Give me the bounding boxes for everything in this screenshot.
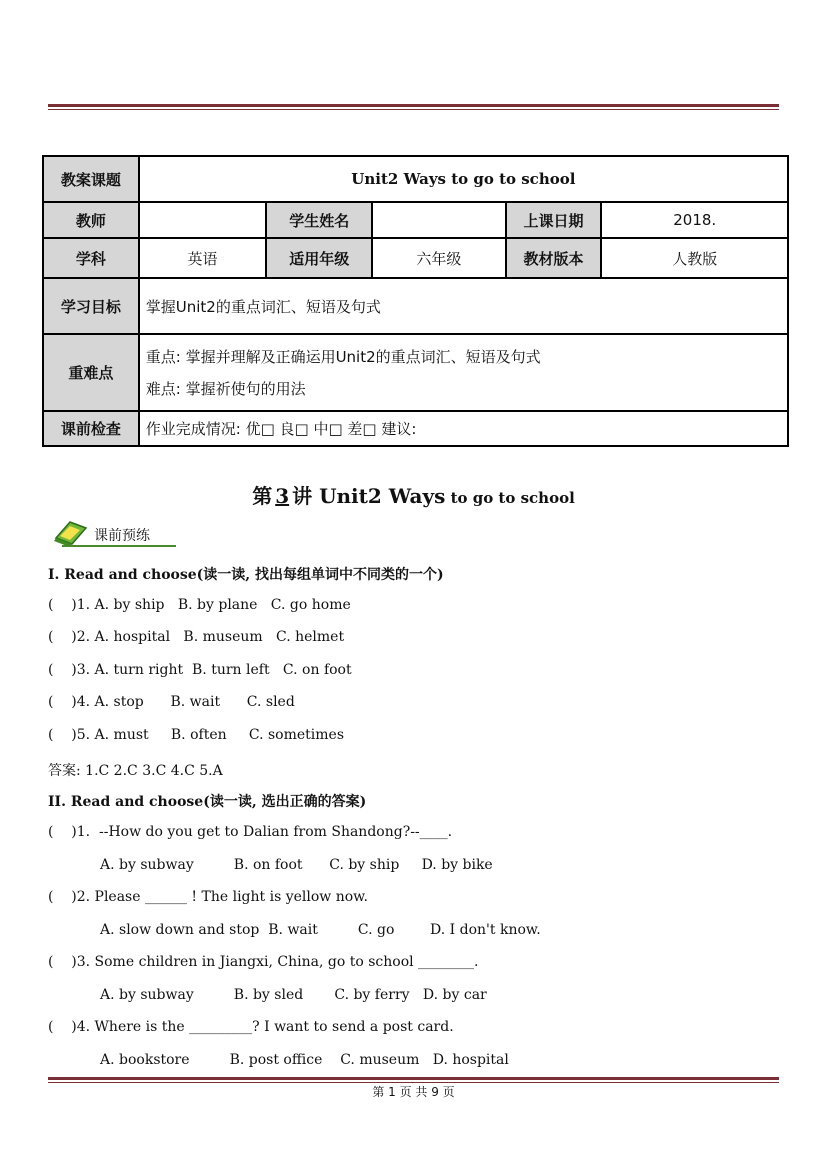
- part2-question: ( )3. Some children in Jiangxi, China, go to school ________.: [48, 954, 479, 970]
- teacher-value: [139, 202, 267, 238]
- class-date-value: 2018.: [601, 202, 788, 238]
- grade-value: 六年级: [372, 238, 506, 278]
- page-number: 第 1 页 共 9 页: [372, 1085, 455, 1099]
- part2-options: A. by subway B. on foot C. by ship D. by bike: [100, 857, 493, 873]
- pre-check-label: 课前检查: [43, 411, 139, 446]
- goal-value: 掌握Unit2的重点词汇、短语及句式: [139, 278, 788, 334]
- part2-options: A. slow down and stop B. wait C. go D. I don't know.: [100, 922, 541, 938]
- part2-options: A. by subway B. by sled C. by ferry D. by car: [100, 987, 487, 1003]
- part2-question: ( )4. Where is the _________? I want to send a post card.: [48, 1019, 454, 1035]
- part1-heading: I. Read and choose(读一读, 找出每组单词中不同类的一个): [48, 567, 444, 583]
- part2-question: ( )2. Please ______ ! The light is yellow now.: [48, 889, 368, 905]
- key-points-value: [139, 334, 788, 411]
- grade-label: 适用年级: [266, 238, 372, 278]
- part1-question: ( )5. A. must B. often C. sometimes: [48, 727, 345, 743]
- subject-label: 学科: [43, 238, 139, 278]
- key-points-line: 重点: 掌握并理解及正确运用Unit2的重点词汇、短语及句式: [145, 347, 541, 366]
- pencil-book-icon: [52, 518, 92, 548]
- lesson-title-prefix: 第: [252, 484, 273, 508]
- student-name-value: [372, 202, 506, 238]
- lesson-title-main: 讲 Unit2 Ways: [292, 484, 446, 508]
- section-label: 课前预练: [94, 528, 150, 544]
- goal-label: 学习目标: [43, 278, 139, 334]
- topic-value: Unit2 Ways to go to school: [139, 156, 788, 202]
- pre-check-value: 作业完成情况: 优□ 良□ 中□ 差□ 建议:: [139, 411, 788, 446]
- topic-label: 教案课题: [43, 156, 139, 202]
- lesson-title: [0, 480, 827, 509]
- part2-question: ( )1. --How do you get to Dalian from Shandong?--____.: [48, 824, 453, 840]
- lesson-title-suffix: to go to school: [445, 489, 575, 507]
- student-name-label: 学生姓名: [266, 202, 372, 238]
- teacher-label: 教师: [43, 202, 139, 238]
- difficult-points-line: 难点: 掌握祈使句的用法: [145, 379, 306, 398]
- section-underline: [62, 545, 176, 547]
- key-points-label: 重难点: [43, 334, 139, 411]
- lesson-info-table: [42, 155, 789, 447]
- part1-question: ( )3. A. turn right B. turn left C. on foot: [48, 662, 352, 678]
- edition-value: 人教版: [601, 238, 788, 278]
- part2-options: A. bookstore B. post office C. museum D. hospital: [100, 1052, 509, 1068]
- class-date-label: 上课日期: [506, 202, 602, 238]
- part2-heading: II. Read and choose(读一读, 选出正确的答案): [48, 794, 367, 810]
- edition-label: 教材版本: [506, 238, 602, 278]
- header-rule: [48, 104, 779, 110]
- lesson-number: 3: [275, 484, 290, 508]
- subject-value: 英语: [139, 238, 267, 278]
- part1-question: ( )1. A. by ship B. by plane C. go home: [48, 597, 351, 613]
- part1-answer: 答案: 1.C 2.C 3.C 4.C 5.A: [48, 763, 223, 779]
- part1-question: ( )4. A. stop B. wait C. sled: [48, 694, 295, 710]
- part1-question: ( )2. A. hospital B. museum C. helmet: [48, 629, 345, 645]
